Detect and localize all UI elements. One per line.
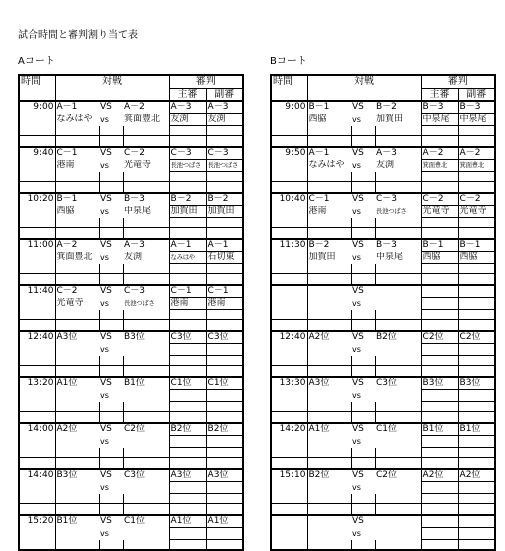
vs-small-label: vs (100, 299, 109, 308)
sub-referee-name (458, 390, 495, 402)
match-row (19, 423, 243, 436)
right-team-name (375, 482, 421, 494)
vs-label: VS (352, 102, 364, 113)
match-row (19, 377, 243, 390)
match-row (271, 193, 495, 206)
chief-referee-code (421, 285, 458, 298)
left-team-code: A3位 (307, 377, 351, 390)
chief-referee-name (421, 528, 458, 540)
left-team-code: C－1 (307, 193, 351, 206)
sub-referee-code: B－1 (458, 239, 495, 252)
vs-small-label: vs (352, 161, 361, 170)
right-team-name (123, 436, 169, 448)
right-team-name: 友渕 (376, 160, 395, 170)
left-team-name: 箕面豊北 (55, 252, 99, 264)
sub-referee-code (458, 515, 495, 528)
chief-referee-code: C－3 (169, 147, 206, 160)
sub-referee-name (206, 528, 243, 540)
sub-referee-code: A3位 (206, 469, 243, 482)
right-team-name (123, 390, 169, 402)
sub-referee-code: B2位 (206, 423, 243, 436)
left-team-name (307, 436, 351, 448)
right-team-name: 友渕 (124, 252, 143, 262)
match-time: 13:20 (19, 377, 55, 390)
match-row (271, 469, 495, 482)
vs-small-label: vs (100, 391, 109, 400)
left-team-code (307, 515, 351, 528)
left-team-name: 加賀田 (307, 252, 351, 264)
vs-label: VS (100, 286, 112, 297)
chief-referee-name (169, 482, 206, 494)
right-team-code (375, 515, 421, 528)
vs-small-label: vs (100, 161, 109, 170)
sub-referee-name: 中泉尾 (458, 114, 495, 126)
sub-referee-name (206, 482, 243, 494)
left-team-code: A－2 (55, 239, 99, 252)
left-team-code: A－1 (307, 147, 351, 160)
left-team-code: A2位 (307, 331, 351, 344)
chief-referee-code: B1位 (421, 423, 458, 436)
vs-label: VS (352, 286, 364, 297)
left-team-code: A2位 (55, 423, 99, 436)
vs-small-label: vs (100, 345, 109, 354)
chief-referee-code: A1位 (169, 515, 206, 528)
match-time: 11:40 (19, 285, 55, 298)
sub-referee-code: B－3 (458, 101, 495, 114)
right-team-code: C2位 (124, 424, 146, 435)
sub-referee-name (458, 482, 495, 494)
sub-referee-name (206, 390, 243, 402)
left-team-code: A1位 (55, 377, 99, 390)
vs-label: VS (352, 516, 364, 527)
sub-referee-name (206, 344, 243, 356)
vs-label: VS (100, 102, 112, 113)
left-team-name: 西脇 (307, 114, 351, 126)
match-row (271, 285, 495, 298)
sub-referee-name: 友渕 (206, 114, 243, 126)
header-chief-referee: 主審 (169, 89, 206, 102)
vs-small-label: vs (100, 253, 109, 262)
chief-referee-code: B3位 (421, 377, 458, 390)
match-time: 14:00 (19, 423, 55, 436)
right-team-name (375, 436, 421, 448)
left-team-name: 港南 (55, 160, 99, 172)
match-time: 15:20 (19, 515, 55, 528)
match-row (271, 239, 495, 252)
vs-label: VS (100, 332, 112, 343)
right-team-code: C－3 (376, 194, 398, 205)
chief-referee-name: 中泉尾 (421, 114, 458, 126)
vs-label: VS (352, 424, 364, 435)
chief-referee-code: A－1 (169, 239, 206, 252)
sub-referee-name: 石切東 (206, 252, 243, 264)
header-time: 時間 (271, 75, 307, 89)
chief-referee-name (169, 344, 206, 356)
sub-referee-code: A－2 (458, 147, 495, 160)
chief-referee-code: A2位 (421, 469, 458, 482)
left-team-name (307, 390, 351, 402)
left-team-name (55, 482, 99, 494)
vs-small-label: vs (100, 207, 109, 216)
sub-referee-code: B3位 (458, 377, 495, 390)
vs-label: VS (100, 424, 112, 435)
chief-referee-name (421, 436, 458, 448)
match-time: 14:20 (271, 423, 307, 436)
right-team-name (375, 390, 421, 402)
left-team-code: A－1 (55, 101, 99, 114)
match-row (271, 331, 495, 344)
vs-small-label: vs (352, 115, 361, 124)
right-team-code: C1位 (376, 424, 398, 435)
sub-referee-code: C1位 (206, 377, 243, 390)
match-time: 10:40 (271, 193, 307, 206)
vs-label: VS (100, 516, 112, 527)
chief-referee-name: 西脇 (421, 252, 458, 264)
vs-small-label: vs (352, 529, 361, 538)
vs-label: VS (100, 194, 112, 205)
vs-small-label: vs (100, 115, 109, 124)
left-team-name (55, 344, 99, 356)
chief-referee-name (421, 298, 458, 310)
sub-referee-code: C2位 (458, 331, 495, 344)
right-team-code: B－3 (124, 194, 145, 205)
left-team-code: B－1 (55, 193, 99, 206)
left-team-code: A3位 (55, 331, 99, 344)
sub-referee-name: 加賀田 (206, 206, 243, 218)
left-team-name: なみはや (55, 114, 99, 126)
match-row (19, 331, 243, 344)
match-row (19, 515, 243, 528)
header-sub-referee: 副審 (458, 89, 495, 102)
sub-referee-code: A2位 (458, 469, 495, 482)
match-time: 14:40 (19, 469, 55, 482)
vs-label: VS (100, 378, 112, 389)
left-team-code: B－2 (307, 239, 351, 252)
right-team-code: A－3 (376, 148, 397, 159)
left-team-name (307, 528, 351, 540)
match-row (19, 193, 243, 206)
left-team-code: A1位 (307, 423, 351, 436)
vs-label: VS (352, 332, 364, 343)
sub-referee-name (458, 436, 495, 448)
match-row (19, 239, 243, 252)
left-team-code: C－1 (55, 147, 99, 160)
match-time: 10:20 (19, 193, 55, 206)
match-row (271, 515, 495, 528)
vs-small-label: vs (100, 529, 109, 538)
match-time: 11:00 (19, 239, 55, 252)
chief-referee-name: 友渕 (169, 114, 206, 126)
vs-small-label: vs (100, 437, 109, 446)
sub-referee-code: C－3 (206, 147, 243, 160)
chief-referee-name: 箕面豊北 (421, 160, 458, 172)
right-team-code: C1位 (124, 516, 146, 527)
chief-referee-code (421, 515, 458, 528)
chief-referee-name (169, 390, 206, 402)
chief-referee-name (421, 482, 458, 494)
right-team-name (123, 528, 169, 540)
match-row (271, 377, 495, 390)
match-row (19, 469, 243, 482)
chief-referee-name: 加賀田 (169, 206, 206, 218)
header-referee: 審判 (421, 75, 495, 89)
left-team-code (307, 285, 351, 298)
vs-small-label: vs (352, 207, 361, 216)
match-time: 15:10 (271, 469, 307, 482)
vs-label: VS (100, 148, 112, 159)
vs-label: VS (352, 148, 364, 159)
match-row (19, 285, 243, 298)
sub-referee-code: A－3 (206, 101, 243, 114)
match-time (271, 515, 307, 528)
right-team-code: B－2 (376, 102, 397, 113)
left-team-name (55, 528, 99, 540)
sub-referee-name: 港南 (206, 298, 243, 310)
left-team-name (55, 436, 99, 448)
right-team-code: A－2 (124, 102, 145, 113)
header-time: 時間 (19, 75, 55, 89)
chief-referee-name: 長池つばさ (169, 160, 206, 172)
right-team-name (123, 344, 169, 356)
left-team-name: 港南 (307, 206, 351, 218)
match-time: 9:00 (19, 101, 55, 114)
match-row (19, 101, 243, 114)
chief-referee-code: A3位 (169, 469, 206, 482)
left-team-code: C－2 (55, 285, 99, 298)
match-row (271, 423, 495, 436)
sub-referee-name: 箕面豊北 (458, 160, 495, 172)
chief-referee-code: A－2 (421, 147, 458, 160)
chief-referee-name (169, 436, 206, 448)
vs-small-label: vs (352, 483, 361, 492)
match-time: 12:40 (271, 331, 307, 344)
chief-referee-code: B－2 (169, 193, 206, 206)
header-sub-referee: 副審 (206, 89, 243, 102)
right-team-name (123, 482, 169, 494)
header-match: 対戦 (55, 75, 169, 89)
chief-referee-code: C－1 (169, 285, 206, 298)
sub-referee-name: 光竜寺 (458, 206, 495, 218)
left-team-name (307, 298, 351, 310)
vs-small-label: vs (352, 253, 361, 262)
right-team-name (375, 298, 421, 310)
sub-referee-code: C－1 (206, 285, 243, 298)
sub-referee-name: 長池つばさ (206, 160, 243, 172)
right-team-name: 光竜寺 (124, 160, 152, 170)
right-team-name: 長池つばさ (376, 207, 407, 215)
match-time: 9:50 (271, 147, 307, 160)
sub-referee-code: A1位 (206, 515, 243, 528)
right-team-code: B3位 (124, 332, 145, 343)
sub-referee-code: A－1 (206, 239, 243, 252)
vs-label: VS (352, 240, 364, 251)
right-team-code: B1位 (124, 378, 145, 389)
sub-referee-code (458, 285, 495, 298)
right-team-name: 箕面豊北 (124, 114, 161, 124)
left-team-name (307, 344, 351, 356)
right-team-code: A－3 (124, 240, 145, 251)
left-team-code: B1位 (55, 515, 99, 528)
vs-small-label: vs (352, 345, 361, 354)
match-row (19, 147, 243, 160)
page-title: 試合時間と審判割り当て表 (18, 30, 138, 41)
sub-referee-name (206, 436, 243, 448)
right-team-name: 中泉尾 (376, 252, 404, 262)
right-team-code (375, 285, 421, 298)
header-match: 対戦 (307, 75, 421, 89)
sub-referee-code: B1位 (458, 423, 495, 436)
vs-small-label: vs (100, 483, 109, 492)
court-b-label: Bコート (270, 56, 307, 67)
right-team-code: C－2 (124, 148, 146, 159)
right-team-code: B－3 (376, 240, 397, 251)
chief-referee-name: 光竜寺 (421, 206, 458, 218)
chief-referee-name: 港南 (169, 298, 206, 310)
match-row (271, 147, 495, 160)
vs-label: VS (352, 378, 364, 389)
chief-referee-name (421, 390, 458, 402)
vs-label: VS (352, 194, 364, 205)
sub-referee-name: 西脇 (458, 252, 495, 264)
match-time: 9:00 (271, 101, 307, 114)
vs-small-label: vs (352, 437, 361, 446)
right-team-code: C3位 (376, 378, 398, 389)
vs-small-label: vs (352, 299, 361, 308)
sub-referee-name (458, 344, 495, 356)
match-time: 9:40 (19, 147, 55, 160)
court-b-schedule-table (270, 74, 496, 551)
right-team-code: B2位 (376, 332, 397, 343)
vs-label: VS (100, 470, 112, 481)
court-a-label: Aコート (18, 56, 55, 67)
match-row (271, 101, 495, 114)
right-team-name: 加賀田 (376, 114, 404, 124)
right-team-name: 長池つばさ (124, 299, 155, 307)
left-team-name: 西脇 (55, 206, 99, 218)
sub-referee-name (458, 298, 495, 310)
chief-referee-name (421, 344, 458, 356)
chief-referee-code: B－3 (421, 101, 458, 114)
chief-referee-name (169, 528, 206, 540)
match-time: 12:40 (19, 331, 55, 344)
left-team-name (307, 482, 351, 494)
left-team-name: 光竜寺 (55, 298, 99, 310)
chief-referee-code: C1位 (169, 377, 206, 390)
chief-referee-code: C－2 (421, 193, 458, 206)
right-team-code: C－3 (124, 286, 146, 297)
chief-referee-code: A－3 (169, 101, 206, 114)
chief-referee-code: B2位 (169, 423, 206, 436)
vs-label: VS (352, 470, 364, 481)
right-team-name: 中泉尾 (124, 206, 152, 216)
left-team-name (55, 390, 99, 402)
left-team-name: なみはや (307, 160, 351, 172)
sub-referee-code: C－2 (458, 193, 495, 206)
sub-referee-code: C3位 (206, 331, 243, 344)
right-team-code: C2位 (376, 470, 398, 481)
chief-referee-code: C2位 (421, 331, 458, 344)
sub-referee-name (458, 528, 495, 540)
left-team-code: B－1 (307, 101, 351, 114)
left-team-code: B3位 (55, 469, 99, 482)
chief-referee-code: C3位 (169, 331, 206, 344)
chief-referee-name: なみはや (169, 252, 206, 264)
header-chief-referee: 主審 (421, 89, 458, 102)
header-referee: 審判 (169, 75, 243, 89)
chief-referee-code: B－1 (421, 239, 458, 252)
match-time (271, 285, 307, 298)
vs-small-label: vs (352, 391, 361, 400)
court-a-schedule-table (18, 74, 244, 551)
match-time: 13:30 (271, 377, 307, 390)
vs-label: VS (100, 240, 112, 251)
right-team-name (375, 344, 421, 356)
right-team-code: C3位 (124, 470, 146, 481)
left-team-code: B2位 (307, 469, 351, 482)
right-team-name (375, 528, 421, 540)
sub-referee-code: B－2 (206, 193, 243, 206)
match-time: 11:30 (271, 239, 307, 252)
